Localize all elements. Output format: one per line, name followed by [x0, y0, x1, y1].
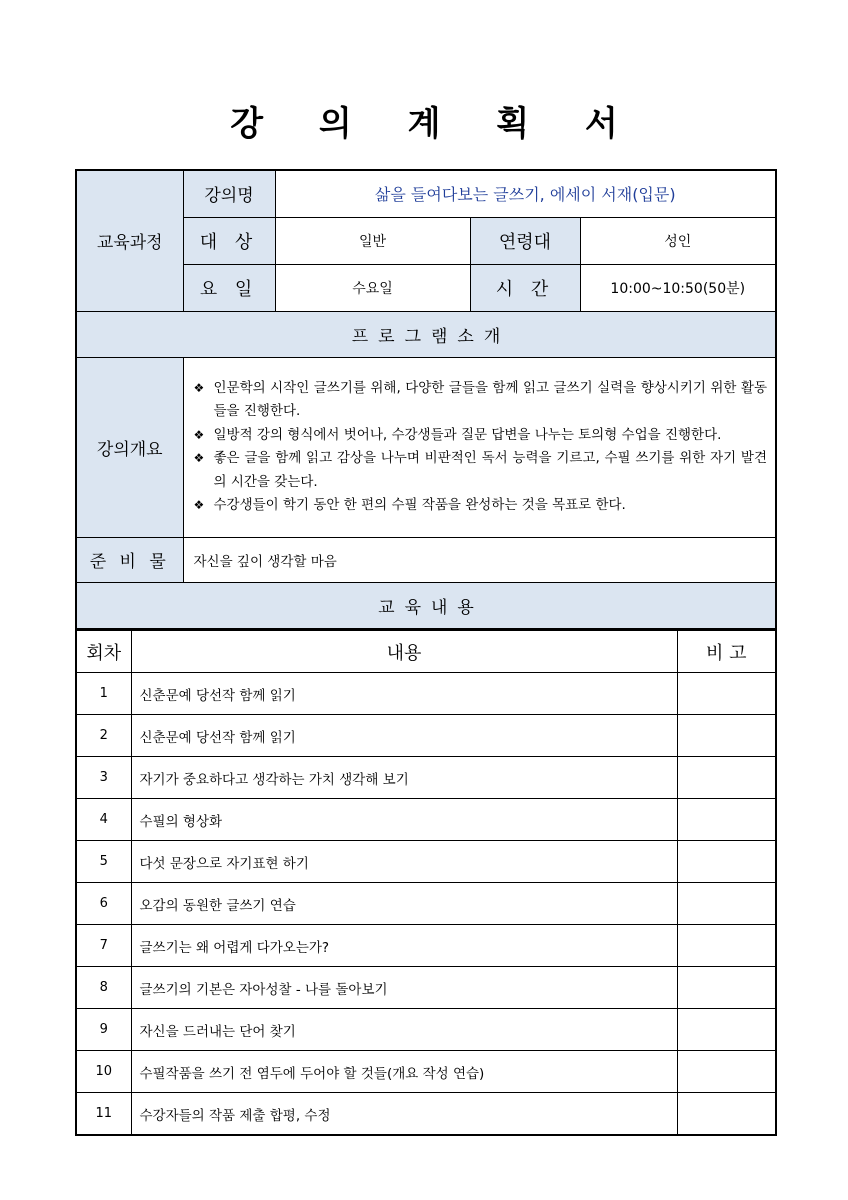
session-note: [677, 715, 776, 757]
session-content: 수강자들의 작품 제출 합평, 수정: [131, 1093, 677, 1136]
session-number: 5: [76, 841, 131, 883]
session-note: [677, 925, 776, 967]
session-note: [677, 673, 776, 715]
time-label: 시 간: [470, 264, 580, 311]
time-value: 10:00~10:50(50분): [580, 264, 776, 311]
table-row: [76, 715, 776, 757]
table-row: [76, 757, 776, 799]
overview-bullet: ❖ 인문학의 시작인 글쓰기를 위해, 다양한 글들을 함께 읽고 글쓰기 실력을 향상시키기 위한 활동들을 진행한다.: [194, 377, 768, 424]
table-row: [76, 1009, 776, 1051]
overview-list: [183, 357, 776, 537]
session-content: 다섯 문장으로 자기표현 하기: [131, 841, 677, 883]
session-note: [677, 841, 776, 883]
session-content: 오감의 동원한 글쓰기 연습: [131, 883, 677, 925]
diamond-bullet-icon: ❖: [193, 498, 205, 512]
session-content: 수필의 형상화: [131, 799, 677, 841]
session-number: 9: [76, 1009, 131, 1051]
course-info-table: [75, 169, 777, 630]
age-value: 성인: [580, 217, 776, 264]
session-note: [677, 1051, 776, 1093]
table-row: [76, 967, 776, 1009]
course-name-label: 강의명: [183, 170, 275, 217]
session-content: 신춘문예 당선작 함께 읽기: [131, 673, 677, 715]
page-title: 강 의 계 획 서: [230, 104, 640, 144]
overview-bullet: ❖ 좋은 글을 함께 읽고 감상을 나누며 비판적인 독서 능력을 기르고, 수필 쓰기를 위한 자기 발견의 시간을 갖는다.: [194, 447, 768, 494]
overview-label: 강의개요: [76, 357, 183, 537]
preparation-label: 준 비 물: [76, 537, 183, 582]
day-value: 수요일: [275, 264, 470, 311]
curriculum-heading: 교육내용: [76, 582, 776, 629]
header-content: 내용: [131, 631, 677, 673]
diamond-bullet-icon: ❖: [193, 451, 205, 465]
session-number: 4: [76, 799, 131, 841]
session-number: 6: [76, 883, 131, 925]
table-row: [76, 841, 776, 883]
header-session: 회차: [76, 631, 131, 673]
session-content: 글쓰기는 왜 어렵게 다가오는가?: [131, 925, 677, 967]
session-note: [677, 757, 776, 799]
course-name: 삶을 들여다보는 글쓰기, 에세이 서재(입문): [275, 170, 776, 217]
target-label: 대 상: [183, 217, 275, 264]
session-number: 1: [76, 673, 131, 715]
table-row: [76, 1051, 776, 1093]
curriculum-table: [75, 630, 777, 1136]
day-label: 요 일: [183, 264, 275, 311]
table-row: [76, 799, 776, 841]
category-label: 교육과정: [76, 170, 183, 311]
table-row: [76, 673, 776, 715]
diamond-bullet-icon: ❖: [193, 427, 205, 442]
overview-bullet: ❖ 수강생들이 학기 동안 한 편의 수필 작품을 완성하는 것을 목표로 한다.: [194, 494, 768, 518]
overview-bullet: ❖ 일방적 강의 형식에서 벗어나, 수강생들과 질문 답변을 나누는 토의형 수업을 진행한다.: [194, 424, 768, 448]
session-number: 3: [76, 757, 131, 799]
session-note: [677, 967, 776, 1009]
diamond-bullet-icon: ❖: [193, 380, 205, 395]
session-note: [677, 799, 776, 841]
age-label: 연령대: [470, 217, 580, 264]
session-number: 10: [76, 1051, 131, 1093]
session-note: [677, 1009, 776, 1051]
table-row: [76, 925, 776, 967]
session-content: 글쓰기의 기본은 자아성찰 - 나를 돌아보기: [131, 967, 677, 1009]
session-number: 7: [76, 925, 131, 967]
program-intro-heading: 프로그램소개: [76, 311, 776, 357]
session-number: 2: [76, 715, 131, 757]
table-row: [76, 1093, 776, 1136]
session-content: 자신을 드러내는 단어 찾기: [131, 1009, 677, 1051]
session-note: [677, 883, 776, 925]
session-content: 수필작품을 쓰기 전 염두에 두어야 할 것들(개요 작성 연습): [131, 1051, 677, 1093]
target-value: 일반: [275, 217, 470, 264]
session-number: 11: [76, 1093, 131, 1136]
preparation-value: 자신을 깊이 생각할 마음: [183, 537, 776, 582]
table-row: [76, 883, 776, 925]
session-number: 8: [76, 967, 131, 1009]
session-note: [677, 1093, 776, 1136]
session-content: 신춘문예 당선작 함께 읽기: [131, 715, 677, 757]
header-note: 비 고: [677, 631, 776, 673]
session-content: 자기가 중요하다고 생각하는 가치 생각해 보기: [131, 757, 677, 799]
